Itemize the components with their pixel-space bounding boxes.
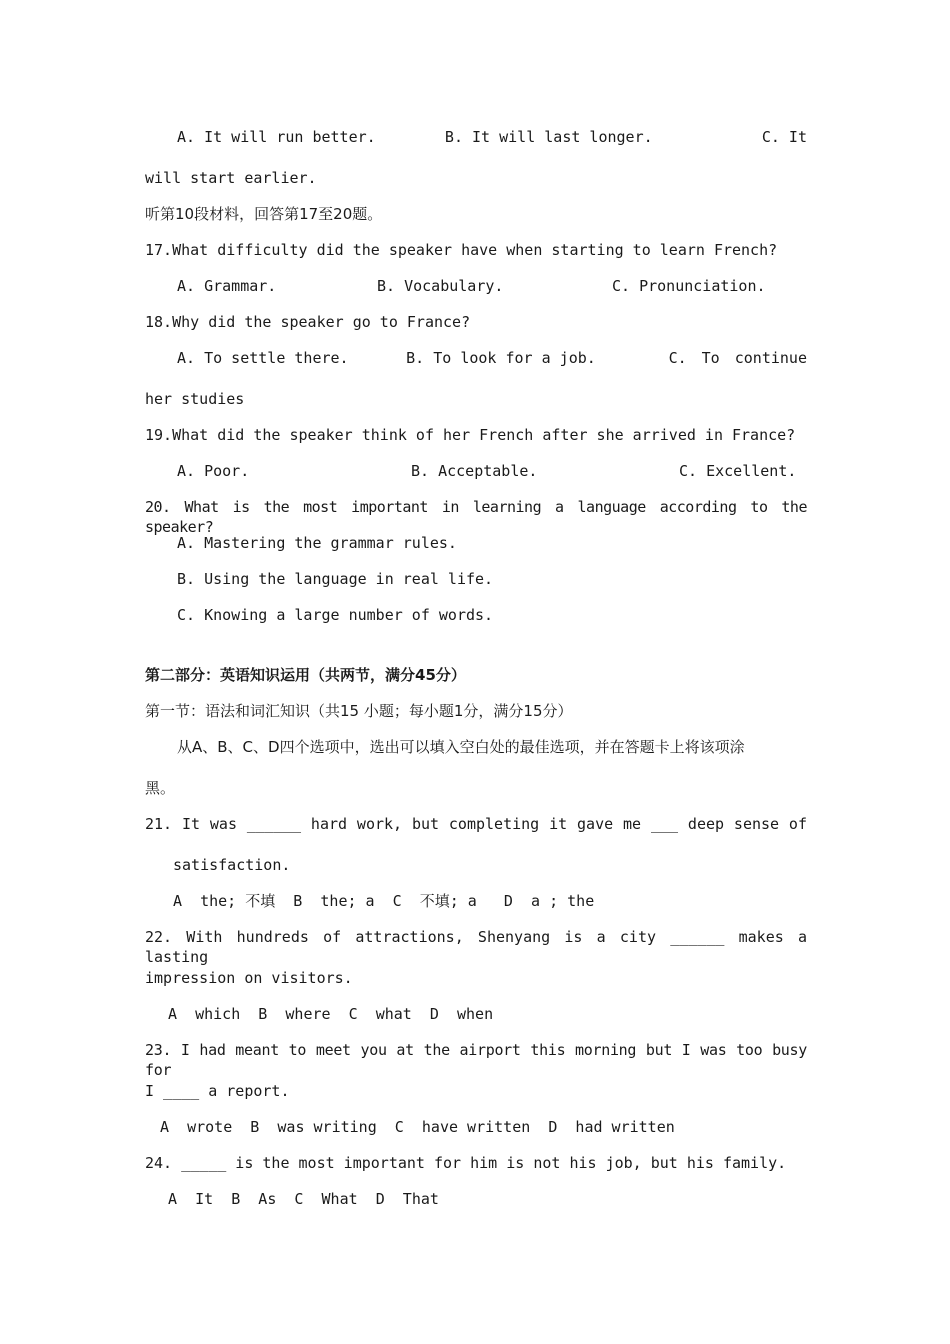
q23-options: A wrote B was writing C have written D had written bbox=[160, 1118, 675, 1136]
q18-option-c-continued: her studies bbox=[145, 390, 245, 408]
q24-options: A It B As C What D That bbox=[168, 1190, 439, 1208]
part2-section1-title: 第一节：语法和词汇知识（共15 小题；每小题1分，满分15分） bbox=[145, 702, 573, 720]
q16-option-a: A. It will run better. bbox=[177, 128, 376, 146]
q17-option-b: B. Vocabulary. bbox=[377, 277, 504, 295]
section10-intro: 听第10段材料，回答第17至20题。 bbox=[145, 205, 383, 223]
part2-instruction: 从A、B、C、D四个选项中，选出可以填入空白处的最佳选项，并在答题卡上将该项涂 bbox=[177, 738, 745, 756]
part2-instruction-continued: 黑。 bbox=[145, 779, 176, 797]
q16-option-c-continued: will start earlier. bbox=[145, 169, 317, 187]
q17-option-a: A. Grammar. bbox=[177, 277, 277, 295]
q19-option-c: C. Excellent. bbox=[679, 462, 797, 480]
q19-options bbox=[177, 461, 807, 481]
q18-option-c: C. To continue bbox=[668, 349, 807, 367]
q19-option-a: A. Poor. bbox=[177, 462, 250, 480]
q19-stem: 19.What did the speaker think of her French after she arrived in France? bbox=[145, 426, 796, 444]
q17-stem: 17.What difficulty did the speaker have when starting to learn French? bbox=[145, 241, 778, 259]
q18-options bbox=[177, 348, 807, 368]
q23-stem-continued: I ____ a report. bbox=[145, 1082, 290, 1100]
q21-stem-continued: satisfaction. bbox=[173, 856, 291, 874]
q23-stem: 23. I had meant to meet you at the airport this morning but I was too busy for bbox=[145, 1041, 807, 1079]
q16-option-b: B. It will last longer. bbox=[444, 128, 653, 146]
q22-stem: 22. With hundreds of attractions, Shenyang is a city ______ makes a lasting bbox=[145, 928, 807, 966]
q18-option-a: A. To settle there. bbox=[177, 349, 349, 367]
q24-stem: 24. _____ is the most important for him is not his job, but his family. bbox=[145, 1154, 787, 1172]
q17-option-c: C. Pronunciation. bbox=[612, 277, 766, 295]
q22-stem-continued: impression on visitors. bbox=[145, 969, 353, 987]
q20-stem: 20. What is the most important in learning a language according to the speaker? bbox=[145, 498, 807, 536]
q20-option-a: A. Mastering the grammar rules. bbox=[177, 534, 457, 552]
q18-stem: 18.Why did the speaker go to France? bbox=[145, 313, 471, 331]
q16-options bbox=[177, 127, 807, 147]
q16-option-c: C. It bbox=[761, 128, 807, 146]
q21-options: A the; 不填 B the; a C 不填; a D a ; the bbox=[173, 892, 595, 910]
q17-options bbox=[177, 276, 807, 296]
q19-option-b: B. Acceptable. bbox=[411, 462, 538, 480]
q21-stem: 21. It was ______ hard work, but completing it gave me ___ deep sense of bbox=[145, 815, 807, 833]
q18-option-b: B. To look for a job. bbox=[406, 349, 596, 367]
q20-option-c: C. Knowing a large number of words. bbox=[177, 606, 494, 624]
part2-title: 第二部分：英语知识运用（共两节，满分45分） bbox=[145, 666, 466, 684]
q22-options: A which B where C what D when bbox=[168, 1005, 494, 1023]
q20-option-b: B. Using the language in real life. bbox=[177, 570, 494, 588]
